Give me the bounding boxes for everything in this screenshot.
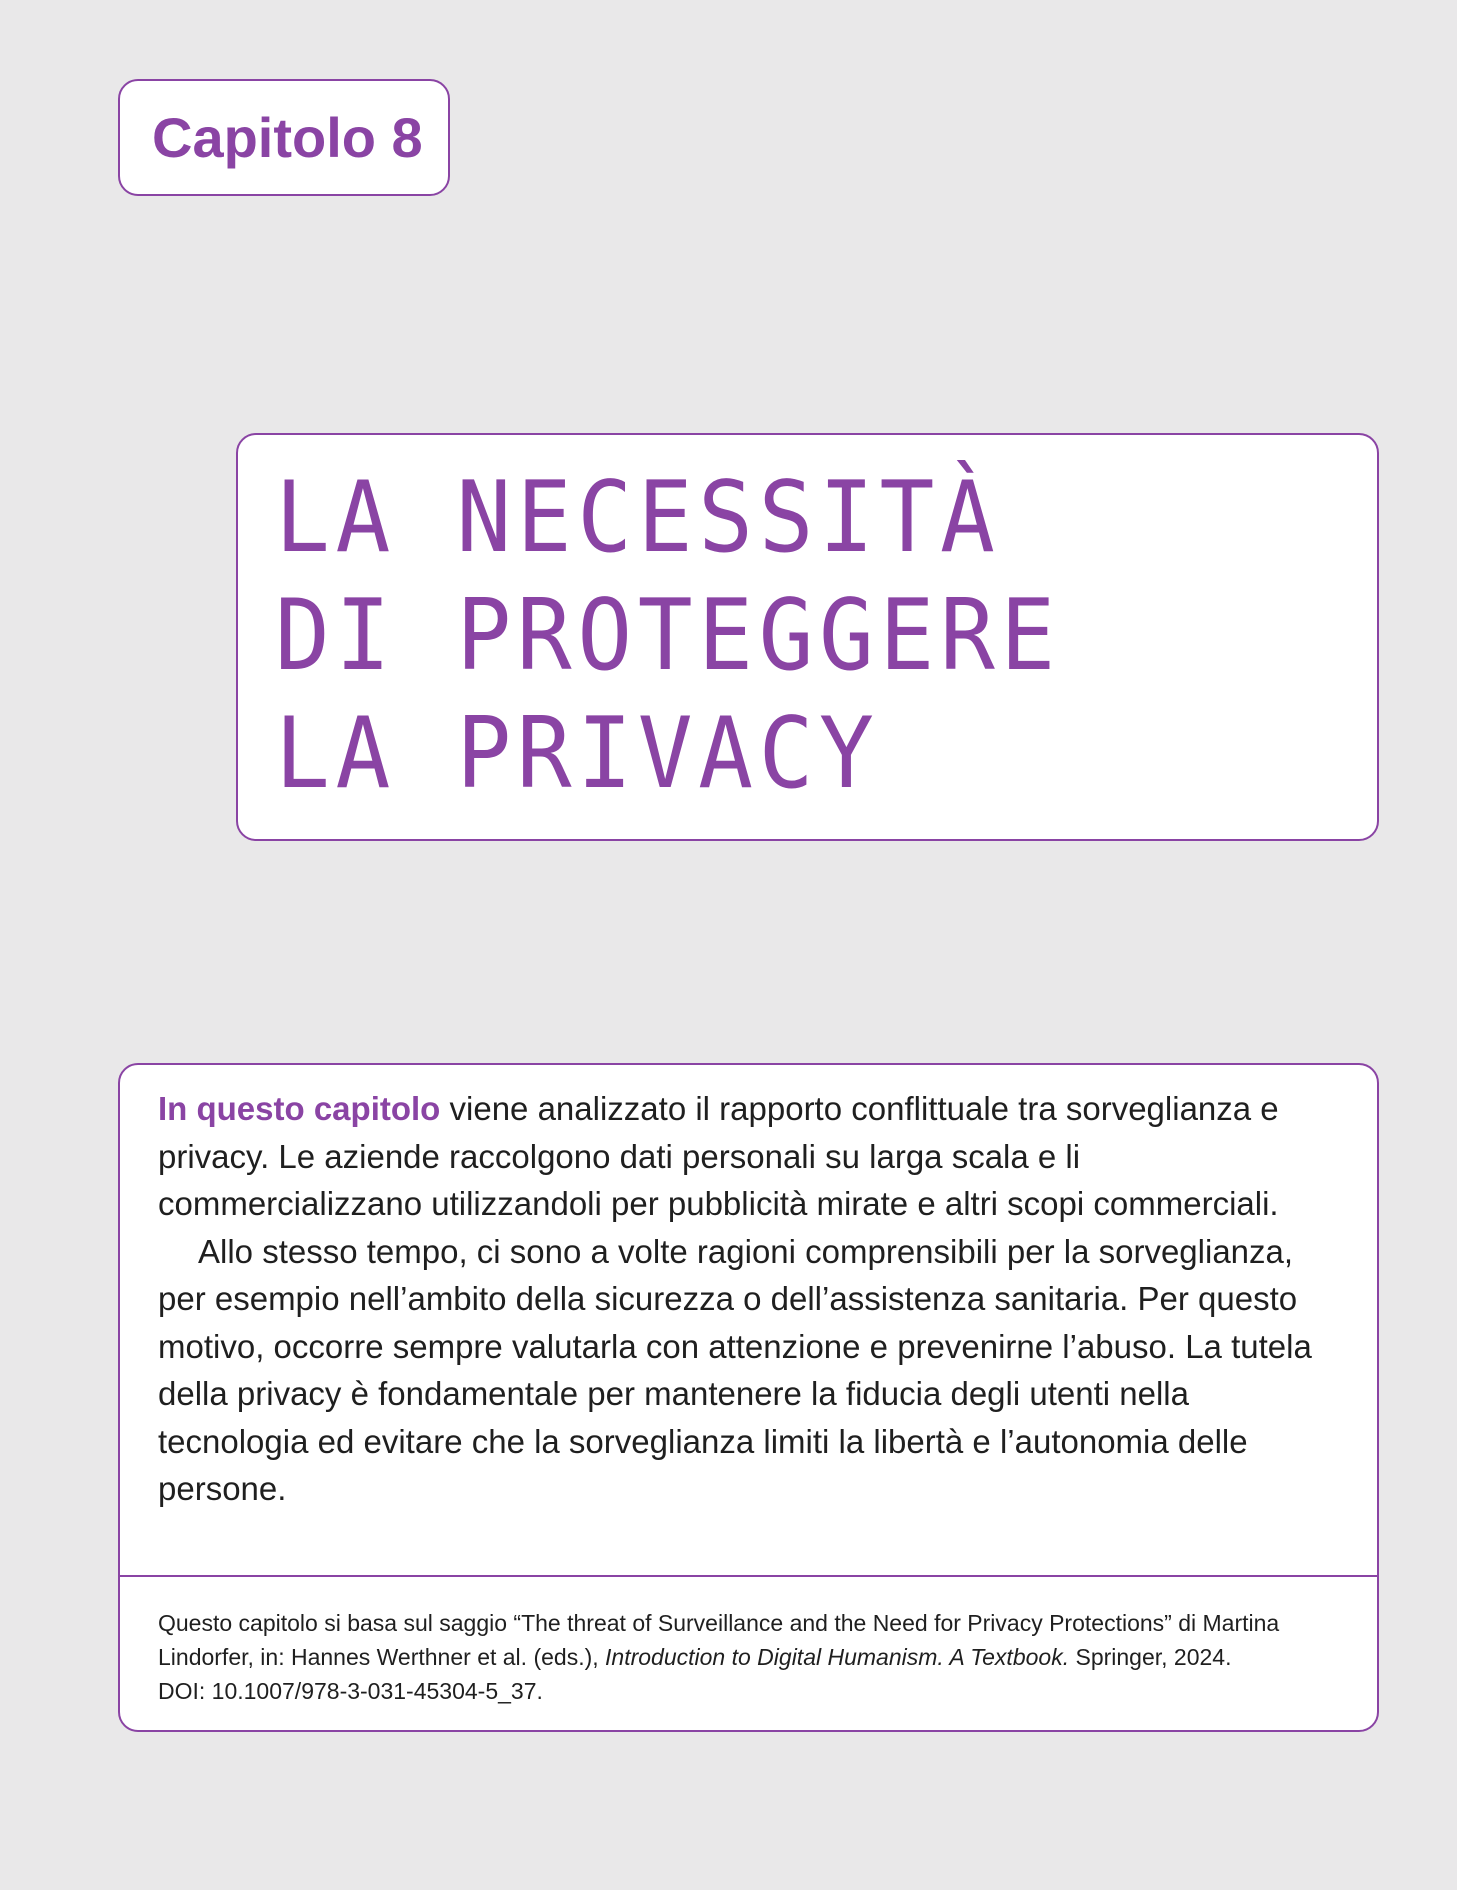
abstract-paragraph-1 [158, 1085, 1341, 1228]
chapter-abstract [120, 1065, 1377, 1575]
chapter-summary-box [118, 1063, 1379, 1732]
citation-part-1: Questo capitolo si basa sul saggio “The threat of Surveillance and the Need for Privacy Protections” di Martina Lindorfer, in: Hannes Werthner et al. (eds.), [158, 1610, 1280, 1670]
chapter-title-line-1: LA NECESSITÀ [275, 461, 1001, 575]
chapter-title-line-2: DI PROTEGGERE [275, 579, 1061, 693]
abstract-paragraph-2: Allo stesso tempo, ci sono a volte ragioni comprensibili per la sorveglianza, per esempio nell’ambito della sicurezza o dell’assistenza sanitaria. Per questo motivo, occorre sempre valutarla con attenzione e prevenirne l’abuso. La tutela della privacy è fondamentale per mantenere la fiducia degli utenti nella tecnologia ed evitare che la sorveglianza limiti la libertà e l’autonomia delle persone. [158, 1232, 1312, 1507]
citation-text [158, 1606, 1341, 1674]
chapter-label-box [118, 79, 450, 196]
chapter-label: Capitolo 8 [152, 106, 423, 169]
abstract-paragraph-1-text: viene analizzato il rapporto conflittuale tra sorveglianza e privacy. Le aziende raccolgono dati personali su larga scala e li commercializzano utilizzandoli per pubblicità mirate e altri scopi commerciali. [158, 1090, 1279, 1222]
citation-book-title: Introduction to Digital Humanism. A Textbook. [605, 1644, 1070, 1670]
chapter-title-box [236, 433, 1379, 841]
chapter-title-line-3: LA PRIVACY [275, 697, 880, 811]
citation-part-2: Springer, 2024. [1069, 1644, 1232, 1670]
source-citation [120, 1577, 1377, 1708]
citation-doi: DOI: 10.1007/978-3-031-45304-5_37. [158, 1678, 543, 1704]
abstract-lead: In questo capitolo [158, 1090, 441, 1127]
